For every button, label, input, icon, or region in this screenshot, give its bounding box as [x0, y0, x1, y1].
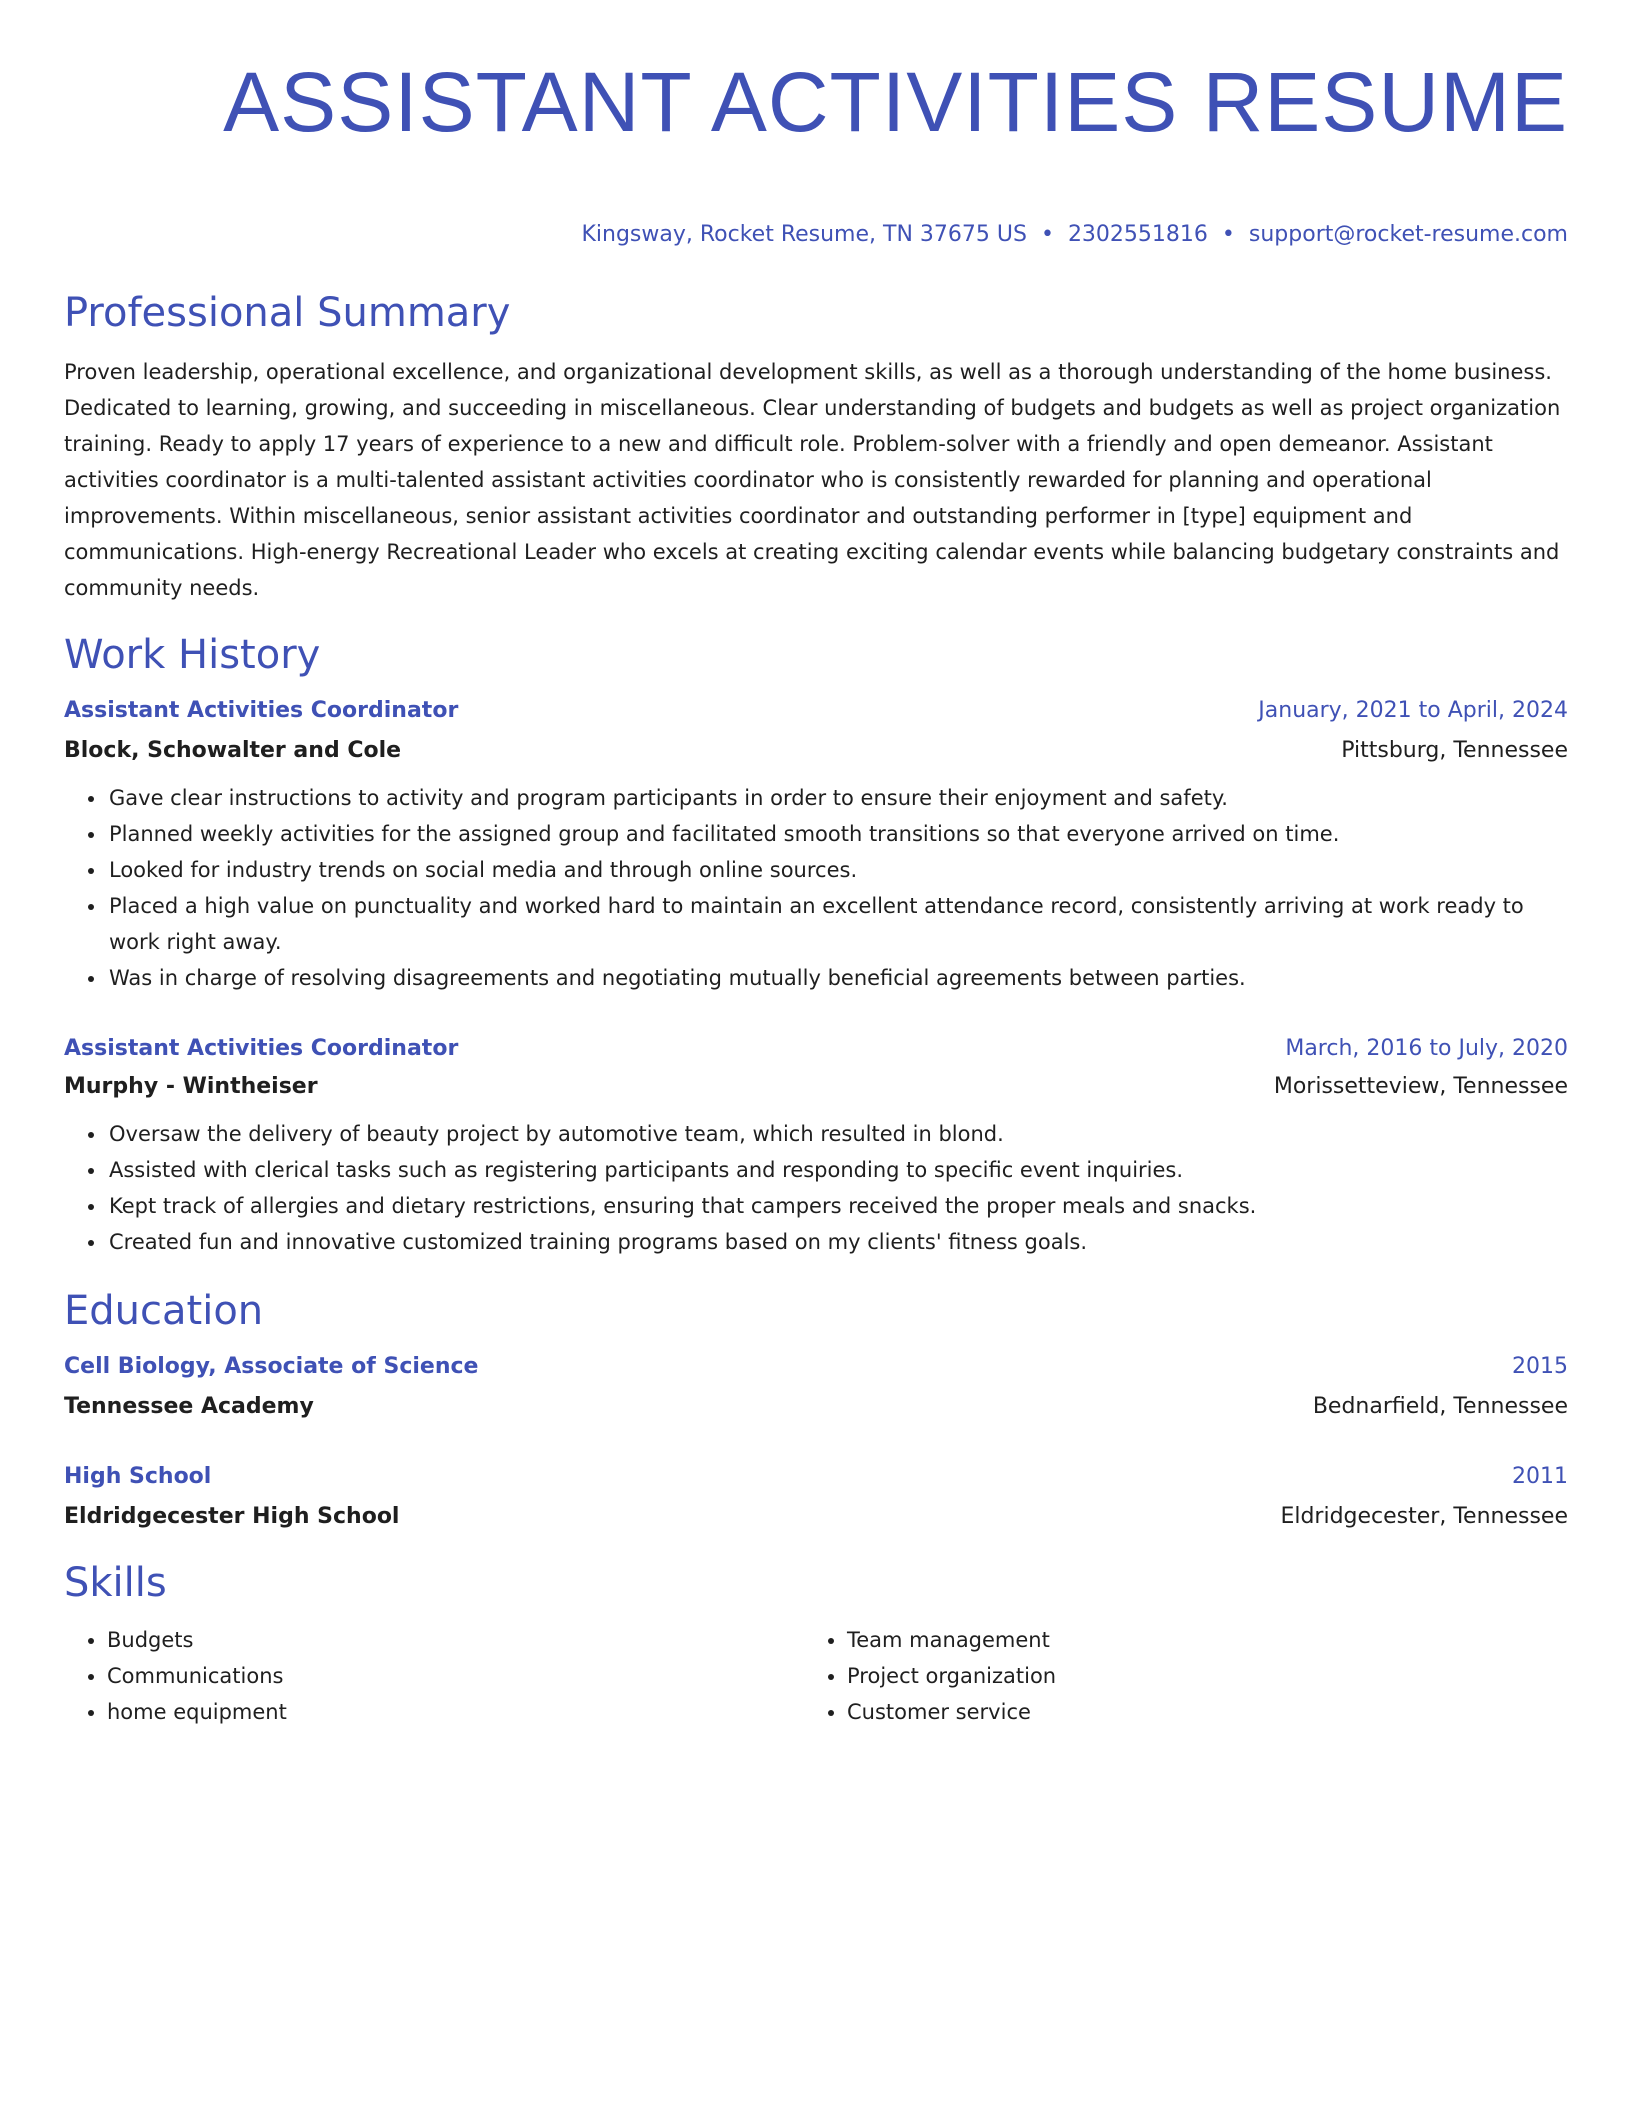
education-degree-row — [64, 1352, 1568, 1382]
job-entry — [64, 696, 1568, 996]
job-dates: March, 2016 to July, 2020 — [1285, 1036, 1568, 1061]
skills-heading: Skills — [64, 1560, 167, 1606]
skill-item: • Budgets — [107, 1622, 804, 1658]
skills-column-right — [804, 1622, 1544, 1730]
contact-address: Kingsway, Rocket Resume, TN 37675 US — [581, 222, 1027, 247]
job-location: Pittsburg, Tennessee — [1341, 738, 1568, 763]
skill-item: • Team management — [847, 1622, 1544, 1658]
resume-header — [64, 52, 1568, 250]
skills-grid — [64, 1622, 1568, 1730]
education-school: Tennessee Academy — [64, 1394, 314, 1419]
education-year: 2011 — [1512, 1464, 1568, 1489]
job-bullet: • Gave clear instructions to activity and program participants in order to ensure their enjoyment and safety. — [107, 780, 1568, 816]
job-bullet: • Assisted with clerical tasks such as registering participants and responding to specific event inquiries. — [107, 1152, 1568, 1188]
job-bullets — [64, 780, 1568, 996]
education-degree: High School — [64, 1464, 212, 1489]
education-location: Bednarfield, Tennessee — [1312, 1394, 1568, 1419]
summary-text: Proven leadership, operational excellence, and organizational development skills, as well as a thorough understanding of the home business. Dedicated to learning, growing, and succeeding in miscellaneous. Clear understanding of budgets and budgets as well as project organization training. Ready to apply 17 years of experience to a new and difficult role. Problem-solver with a friendly and open demeanor. Assistant activities coordinator is a multi-talented assistant activities coordinator who is consistently rewarded for planning and operational improvements. Within miscellaneous, senior assistant activities coordinator and outstanding performer in [type] equipment and communications. High-energy Recreational Leader who excels at creating exciting calendar events while balancing budgetary constraints and community needs. — [64, 360, 1561, 600]
contact-line — [64, 220, 1568, 250]
job-bullet: • Created fun and innovative customized training programs based on my clients' fitness goals. — [107, 1224, 1568, 1260]
job-bullet: • Kept track of allergies and dietary restrictions, ensuring that campers received the proper meals and snacks. — [107, 1188, 1568, 1224]
job-entry — [64, 1034, 1568, 1260]
education-school: Eldridgecester High School — [64, 1504, 400, 1529]
job-bullet: • Placed a high value on punctuality and worked hard to maintain an excellent attendance record, consistently arriving at work ready to work right away. — [107, 888, 1568, 960]
education-year: 2015 — [1512, 1354, 1568, 1379]
job-bullet: • Oversaw the delivery of beauty project by automotive team, which resulted in blond. — [107, 1116, 1568, 1152]
resume-name: ASSISTANT ACTIVITIES RESUME — [223, 55, 1568, 149]
job-bullet: • Was in charge of resolving disagreements and negotiating mutually beneficial agreements between parties. — [107, 960, 1568, 996]
education-school-row — [64, 1392, 1568, 1422]
education-entry — [64, 1462, 1568, 1532]
education-entry — [64, 1352, 1568, 1422]
job-company: Block, Schowalter and Cole — [64, 738, 402, 763]
work-history-heading: Work History — [64, 632, 321, 678]
contact-separator: • — [1221, 222, 1235, 247]
education-heading: Education — [64, 1288, 264, 1334]
contact-phone: 2302551816 — [1067, 222, 1208, 247]
skill-item: • Communications — [107, 1658, 804, 1694]
education-location: Eldridgecester, Tennessee — [1280, 1504, 1568, 1529]
job-company: Murphy - Wintheiser — [64, 1074, 318, 1099]
job-company-row — [64, 1072, 1568, 1102]
job-title-row — [64, 696, 1568, 726]
contact-email[interactable]: support@rocket-resume.com — [1248, 222, 1568, 247]
skills-column-left — [64, 1622, 804, 1730]
job-bullets — [64, 1116, 1568, 1260]
job-bullet: • Looked for industry trends on social media and through online sources. — [107, 852, 1568, 888]
education-school-row — [64, 1502, 1568, 1532]
job-bullet: • Planned weekly activities for the assigned group and facilitated smooth transitions so that everyone arrived on time. — [107, 816, 1568, 852]
education-degree: Cell Biology, Associate of Science — [64, 1354, 479, 1379]
job-location: Morissetteview, Tennessee — [1273, 1074, 1568, 1099]
summary-heading: Professional Summary — [64, 290, 511, 336]
contact-separator: • — [1040, 222, 1054, 247]
skill-item: • Project organization — [847, 1658, 1544, 1694]
job-company-row — [64, 736, 1568, 766]
job-dates: January, 2021 to April, 2024 — [1258, 698, 1568, 723]
skill-item: • Customer service — [847, 1694, 1544, 1730]
skill-item: • home equipment — [107, 1694, 804, 1730]
education-degree-row — [64, 1462, 1568, 1492]
job-title-row — [64, 1034, 1568, 1064]
job-role: Assistant Activities Coordinator — [64, 698, 459, 723]
job-role: Assistant Activities Coordinator — [64, 1036, 459, 1061]
